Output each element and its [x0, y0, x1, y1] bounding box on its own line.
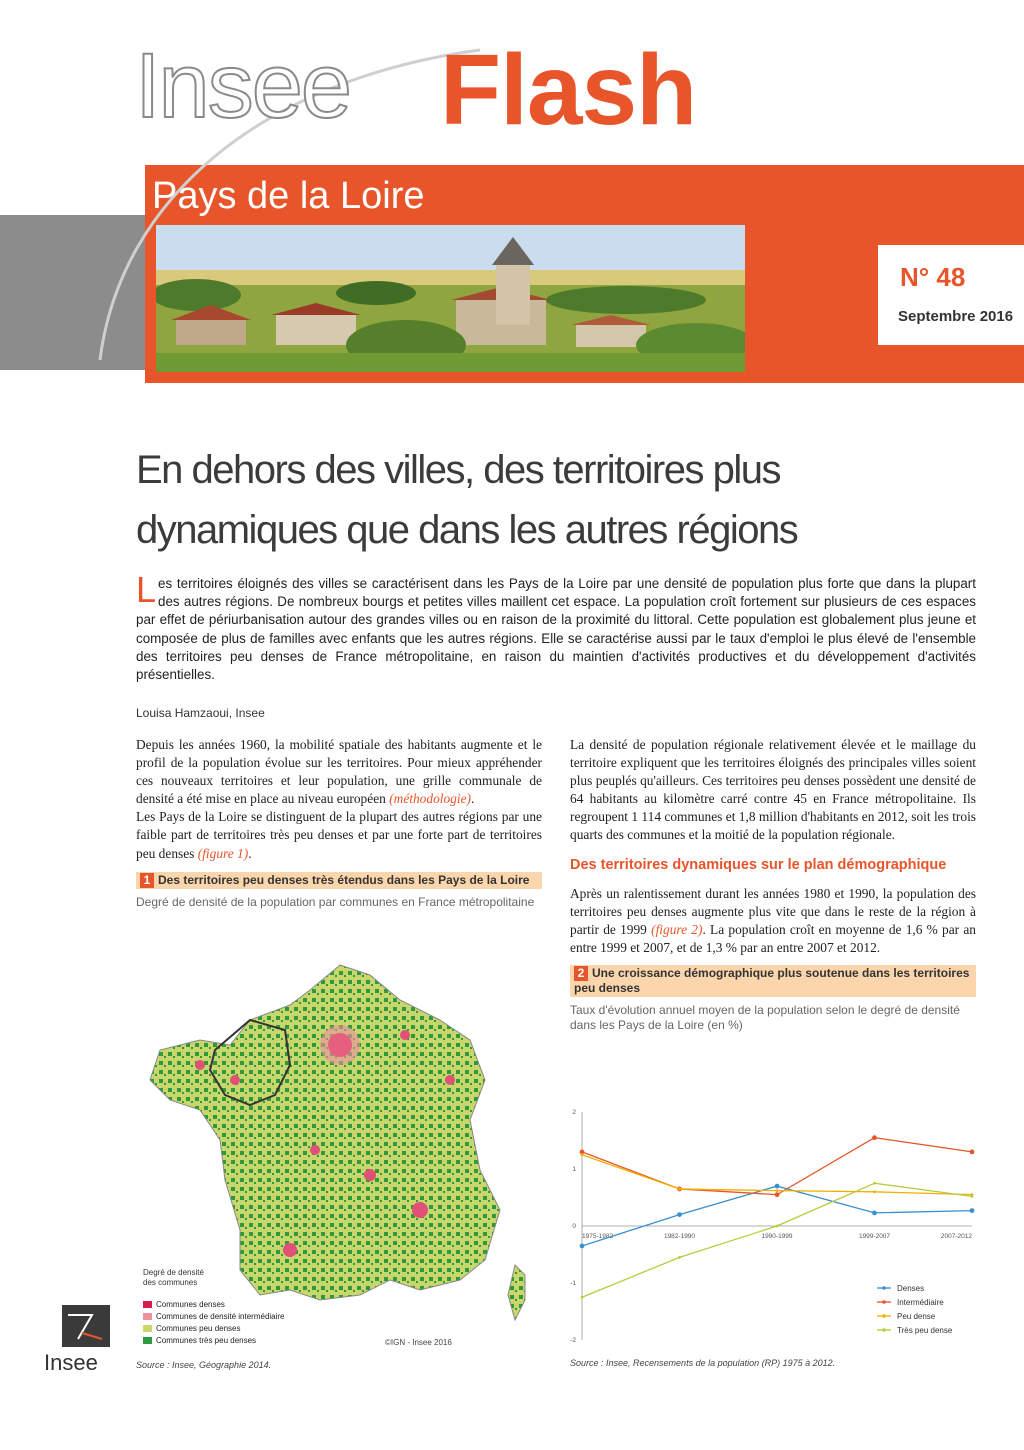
data-point: [581, 1153, 584, 1156]
figure2-title: [570, 965, 976, 997]
section-heading: Des territoires dynamiques sur le plan démographique: [570, 856, 947, 873]
left-p2-end: .: [248, 845, 252, 861]
y-tick-label: -1: [570, 1280, 576, 1287]
data-point: [580, 1244, 585, 1249]
article-title: [136, 440, 896, 560]
methodology-link[interactable]: (méthodologie): [389, 791, 471, 807]
figure1-link[interactable]: (figure 1): [197, 845, 249, 861]
legend-label: Denses: [897, 1284, 925, 1293]
legend-label: Très peu dense: [897, 1326, 953, 1335]
issue-number: N° 48: [900, 262, 966, 292]
legend-label: Communes très peu denses: [156, 1335, 257, 1345]
lead-dropcap: L: [136, 569, 157, 610]
figure1-source: Source : Insee, Géographie 2014.: [136, 1360, 272, 1370]
corsica: [508, 1265, 525, 1320]
legend-marker: [882, 1328, 886, 1332]
data-point: [775, 1184, 780, 1189]
france-mainland: [150, 965, 500, 1300]
figure2-title-text: Une croissance démographique plus soutenue dans les territoires peu denses: [574, 965, 970, 995]
map-legend: [143, 1298, 285, 1346]
map-legend-item: [143, 1310, 285, 1322]
legend-marker: [882, 1286, 886, 1290]
left-column: [136, 736, 542, 910]
data-point: [872, 1210, 877, 1215]
data-point: [776, 1225, 779, 1228]
header-photo: [156, 225, 745, 372]
map-legend-item: [143, 1334, 285, 1346]
right-p2-end: . La population croît en moyenne de 1,6 % par an entre 1999 et 2007, et de 1,3 % par an entre 2007 et 2012.: [570, 921, 977, 955]
legend-label: Communes peu denses: [156, 1323, 241, 1333]
map-legend-title: [143, 1268, 204, 1288]
legend-label: Communes denses: [156, 1299, 225, 1309]
left-p1-text: Depuis les années 1960, la mobilité spatiale des habitants augmente et le profil de la population évolue sur les territoires. Pour mieux appréhender ces nouveaux territoires et leur population, une grille communale de densité a été mise en place au niveau européen: [136, 737, 542, 807]
figure1-number: 1: [140, 873, 154, 888]
data-point: [873, 1190, 876, 1193]
title-line-1: En dehors des villes, des territoires plus: [136, 448, 780, 492]
right-paragraph-2: [570, 885, 976, 957]
data-point: [775, 1192, 780, 1197]
lead-paragraph: [136, 569, 976, 684]
legend-label: Communes de densité intermédiaire: [156, 1311, 285, 1321]
brand-flash: Flash: [440, 34, 697, 146]
figure2-number: 2: [574, 966, 588, 981]
figure2-subtitle: Taux d'évolution annuel moyen de la population selon le degré de densité dans les Pays de la Loire (en %): [570, 1002, 960, 1032]
issue-box: [878, 245, 1024, 345]
legend-swatch: [143, 1313, 152, 1320]
data-point: [678, 1256, 681, 1259]
x-tick-label: 1982-1990: [663, 1233, 696, 1240]
data-point: [677, 1212, 682, 1217]
brand-insee: Insee: [135, 35, 351, 137]
x-tick-label: 2007-2012: [940, 1233, 972, 1240]
france-density-map: [140, 960, 540, 1355]
legend-label: Peu dense: [897, 1312, 936, 1321]
map-legend-item: [143, 1298, 285, 1310]
legend-marker: [882, 1314, 886, 1318]
issue-date: Septembre 2016: [898, 308, 1014, 325]
y-tick-label: 2: [572, 1109, 576, 1116]
figure2-link[interactable]: (figure 2): [651, 921, 703, 937]
region-title: Pays de la Loire: [152, 175, 425, 217]
data-point: [970, 1150, 975, 1155]
legend-swatch: [143, 1325, 152, 1332]
left-paragraph-1: [136, 736, 542, 808]
data-point: [776, 1189, 779, 1192]
y-tick-label: 1: [572, 1166, 576, 1173]
series-line: [582, 1183, 972, 1297]
lead-text: es territoires éloignés des villes se caractérisent dans les Pays de la Loire par une densité de population plus forte que dans la plupart des autres régions. De nombreux bourgs et petites villes maillent cet espace. La population croît fortement sur plusieurs de ces espaces par effet de périurbanisation autour des grandes villes ou en raison de la proximité du littoral. Cette population est globalement plus jeune et composée de plus de familles avec enfants que les autres régions. Elle se caractérise aussi par le taux d'emploi le plus élevé de l'ensemble des territoires peu denses de France métropolitaine, en raison du maintien d'activités productives et du développement d'activités présentielles.: [136, 576, 976, 683]
insee-logo-text: Insee: [44, 1350, 98, 1375]
right-column: [570, 736, 976, 1033]
right-p2-text: Après un ralentissement durant les années 1980 et 1990, la population des territoires peu denses augmente plus vite que dans le reste de la région à partir de 1999: [570, 885, 976, 937]
left-p1-end: .: [471, 791, 475, 807]
left-p2-text: Les Pays de la Loire se distinguent de la plupart des autres régions par une faible part de territoires très peu denses et par une forte part de territoires peu denses: [136, 809, 542, 861]
y-tick-label: -2: [570, 1337, 576, 1344]
author: Louisa Hamzaoui, Insee: [136, 706, 265, 720]
figure1-title-text: Des territoires peu denses très étendus dans les Pays de la Loire: [158, 872, 530, 887]
insee-logo-icon: [62, 1305, 110, 1347]
legend-marker: [882, 1300, 886, 1304]
legend-swatch: [143, 1337, 152, 1344]
left-paragraph-2: [136, 808, 542, 862]
y-tick-label: 0: [572, 1223, 576, 1230]
map-legend-title-1: Degré de densité: [143, 1268, 204, 1277]
x-tick-label: 1975-1982: [582, 1233, 614, 1240]
data-point: [970, 1208, 975, 1213]
map-legend-title-2: des communes: [143, 1278, 198, 1287]
data-point: [581, 1296, 584, 1299]
data-point: [971, 1195, 974, 1198]
figure1-subtitle: Degré de densité de la population par communes en France métropolitaine: [136, 894, 535, 909]
x-tick-label: 1990-1999: [761, 1233, 793, 1240]
data-point: [678, 1188, 681, 1191]
map-copyright: ©IGN - Insee 2016: [385, 1338, 452, 1347]
figure2-source: Source : Insee, Recensements de la population (RP) 1975 à 2012.: [570, 1358, 836, 1368]
x-tick-label: 1999-2007: [858, 1233, 891, 1240]
growth-line-chart: [562, 1100, 980, 1350]
data-point: [872, 1135, 877, 1140]
legend-swatch: [143, 1301, 152, 1308]
right-paragraph-1: La densité de population régionale relativement élevée et le maillage du territoire expliquent que les territoires éloignés des principales villes soient plus peuplés qu'ailleurs. Ces territoires peu denses possèdent une densité de 64 habitants au kilomètre carré contre 45 en France métropolitaine. Ils regroupent 1 114 communes et 1,8 million d'habitants en 2012, soit les trois quarts des communes et la moitié de la population régionale.: [570, 737, 976, 843]
data-point: [873, 1182, 876, 1185]
map-legend-item: [143, 1322, 285, 1334]
legend-label: Intermédiaire: [897, 1298, 944, 1307]
figure1-title: [136, 872, 542, 889]
title-line-2: dynamiques que dans les autres régions: [136, 508, 798, 552]
